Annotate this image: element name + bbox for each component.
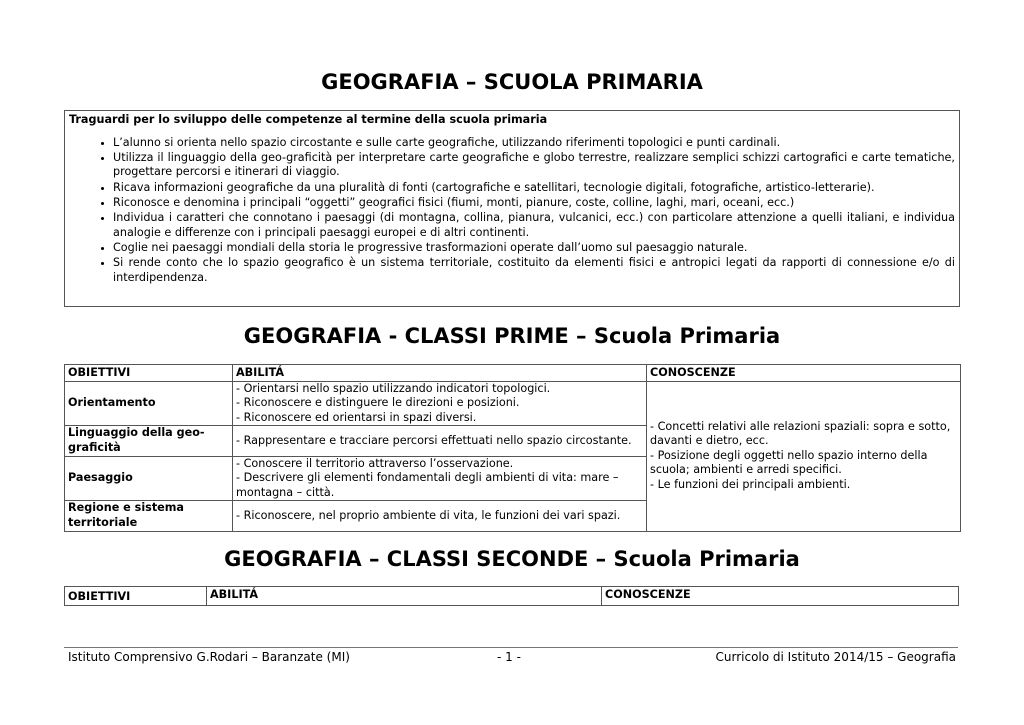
header-obiettivi: OBIETTIVI [65, 365, 233, 382]
obiettivo-cell: Orientamento [65, 381, 233, 426]
section-title-prime: GEOGRAFIA - CLASSI PRIME – Scuola Primaria [243, 324, 781, 348]
table-prime [64, 364, 961, 532]
conoscenza-line: - Concetti relativi alle relazioni spaziali: sopra e sotto, davanti e dietro, ecc. [650, 419, 951, 448]
abilita-line: - Riconoscere, nel proprio ambiente di vita, le funzioni dei vari spazi. [236, 508, 621, 522]
header-abilita: ABILITÁ [233, 365, 647, 382]
list-item: • Ricava informazioni geografiche da una pluralità di fonti (cartografiche e satellitari, tecnologie digitali, fotografiche, artistico-letterarie). [113, 181, 955, 196]
abilita-cell [233, 456, 647, 501]
abilita-cell [233, 381, 647, 426]
header-conoscenze: CONOSCENZE [647, 365, 961, 382]
footer-page-number: - 1 - [497, 650, 521, 664]
table-header-row [65, 365, 961, 382]
abilita-cell [233, 426, 647, 456]
abilita-cell [233, 501, 647, 531]
abilita-line: - Riconoscere ed orientarsi in spazi diversi. [236, 410, 477, 424]
footer-school: Istituto Comprensivo G.Rodari – Baranzate (MI) [68, 650, 350, 664]
traguardi-heading: Traguardi per lo sviluppo delle competenze al termine della scuola primaria [69, 113, 548, 126]
obiettivo-cell: Linguaggio della geo-graficità [65, 426, 233, 456]
obiettivo-cell: Regione e sistema territoriale [65, 501, 233, 531]
header-conoscenze: CONOSCENZE [602, 587, 959, 606]
traguardi-list [69, 136, 955, 286]
table-seconde [64, 586, 959, 606]
list-item: • L’alunno si orienta nello spazio circostante e sulle carte geografiche, utilizzando riferimenti topologici e punti cardinali. [113, 136, 955, 151]
list-item: • Si rende conto che lo spazio geografico è un sistema territoriale, costituito da elementi fisici e antropici legati da rapporti di connessione e/o di interdipendenza. [113, 256, 955, 285]
page-title: GEOGRAFIA – SCUOLA PRIMARIA [321, 70, 703, 94]
header-abilita: ABILITÁ [207, 587, 602, 606]
section-title-seconde: GEOGRAFIA – CLASSI SECONDE – Scuola Primaria [224, 547, 800, 571]
list-item: • Riconosce e denomina i principali “oggetti” geografici fisici (fiumi, monti, pianure, coste, colline, laghi, mari, oceani, ecc.) [113, 196, 955, 211]
abilita-line: - Riconoscere e distinguere le direzioni e posizioni. [236, 396, 520, 410]
table-row [65, 381, 961, 426]
footer-divider [64, 647, 958, 648]
obiettivo-cell: Paesaggio [65, 456, 233, 501]
conoscenze-cell [647, 381, 961, 531]
abilita-line: - Conoscere il territorio attraverso l’osservazione. [236, 456, 514, 470]
conoscenza-line: - Posizione degli oggetti nello spazio interno della scuola; ambienti e arredi specifici. [650, 448, 928, 477]
abilita-line: - Rappresentare e tracciare percorsi effettuati nello spazio circostante. [236, 433, 632, 447]
header-obiettivi: OBIETTIVI [65, 587, 207, 606]
list-item: • Individua i caratteri che connotano i paesaggi (di montagna, collina, pianura, vulcanici, ecc.) con particolare attenzione a quelli italiani, e individua analogie e differenze con i principali paesaggi europei e di altri continenti. [113, 211, 955, 240]
abilita-line: - Orientarsi nello spazio utilizzando indicatori topologici. [236, 381, 551, 395]
list-item: • Utilizza il linguaggio della geo-graficità per interpretare carte geografiche e globo terrestre, realizzare semplici schizzi cartografici e carte tematiche, progettare percorsi e itinerari di viaggio. [113, 151, 955, 180]
abilita-line: - Descrivere gli elementi fondamentali degli ambienti di vita: mare – montagna – città. [236, 471, 619, 499]
conoscenza-line: - Le funzioni dei principali ambienti. [650, 477, 851, 491]
footer-curriculum: Curricolo di Istituto 2014/15 – Geografia [715, 650, 956, 664]
traguardi-box [64, 110, 960, 307]
table-header-row [65, 587, 959, 606]
list-item: • Coglie nei paesaggi mondiali della storia le progressive trasformazioni operate dall’uomo sul paesaggio naturale. [113, 241, 955, 256]
